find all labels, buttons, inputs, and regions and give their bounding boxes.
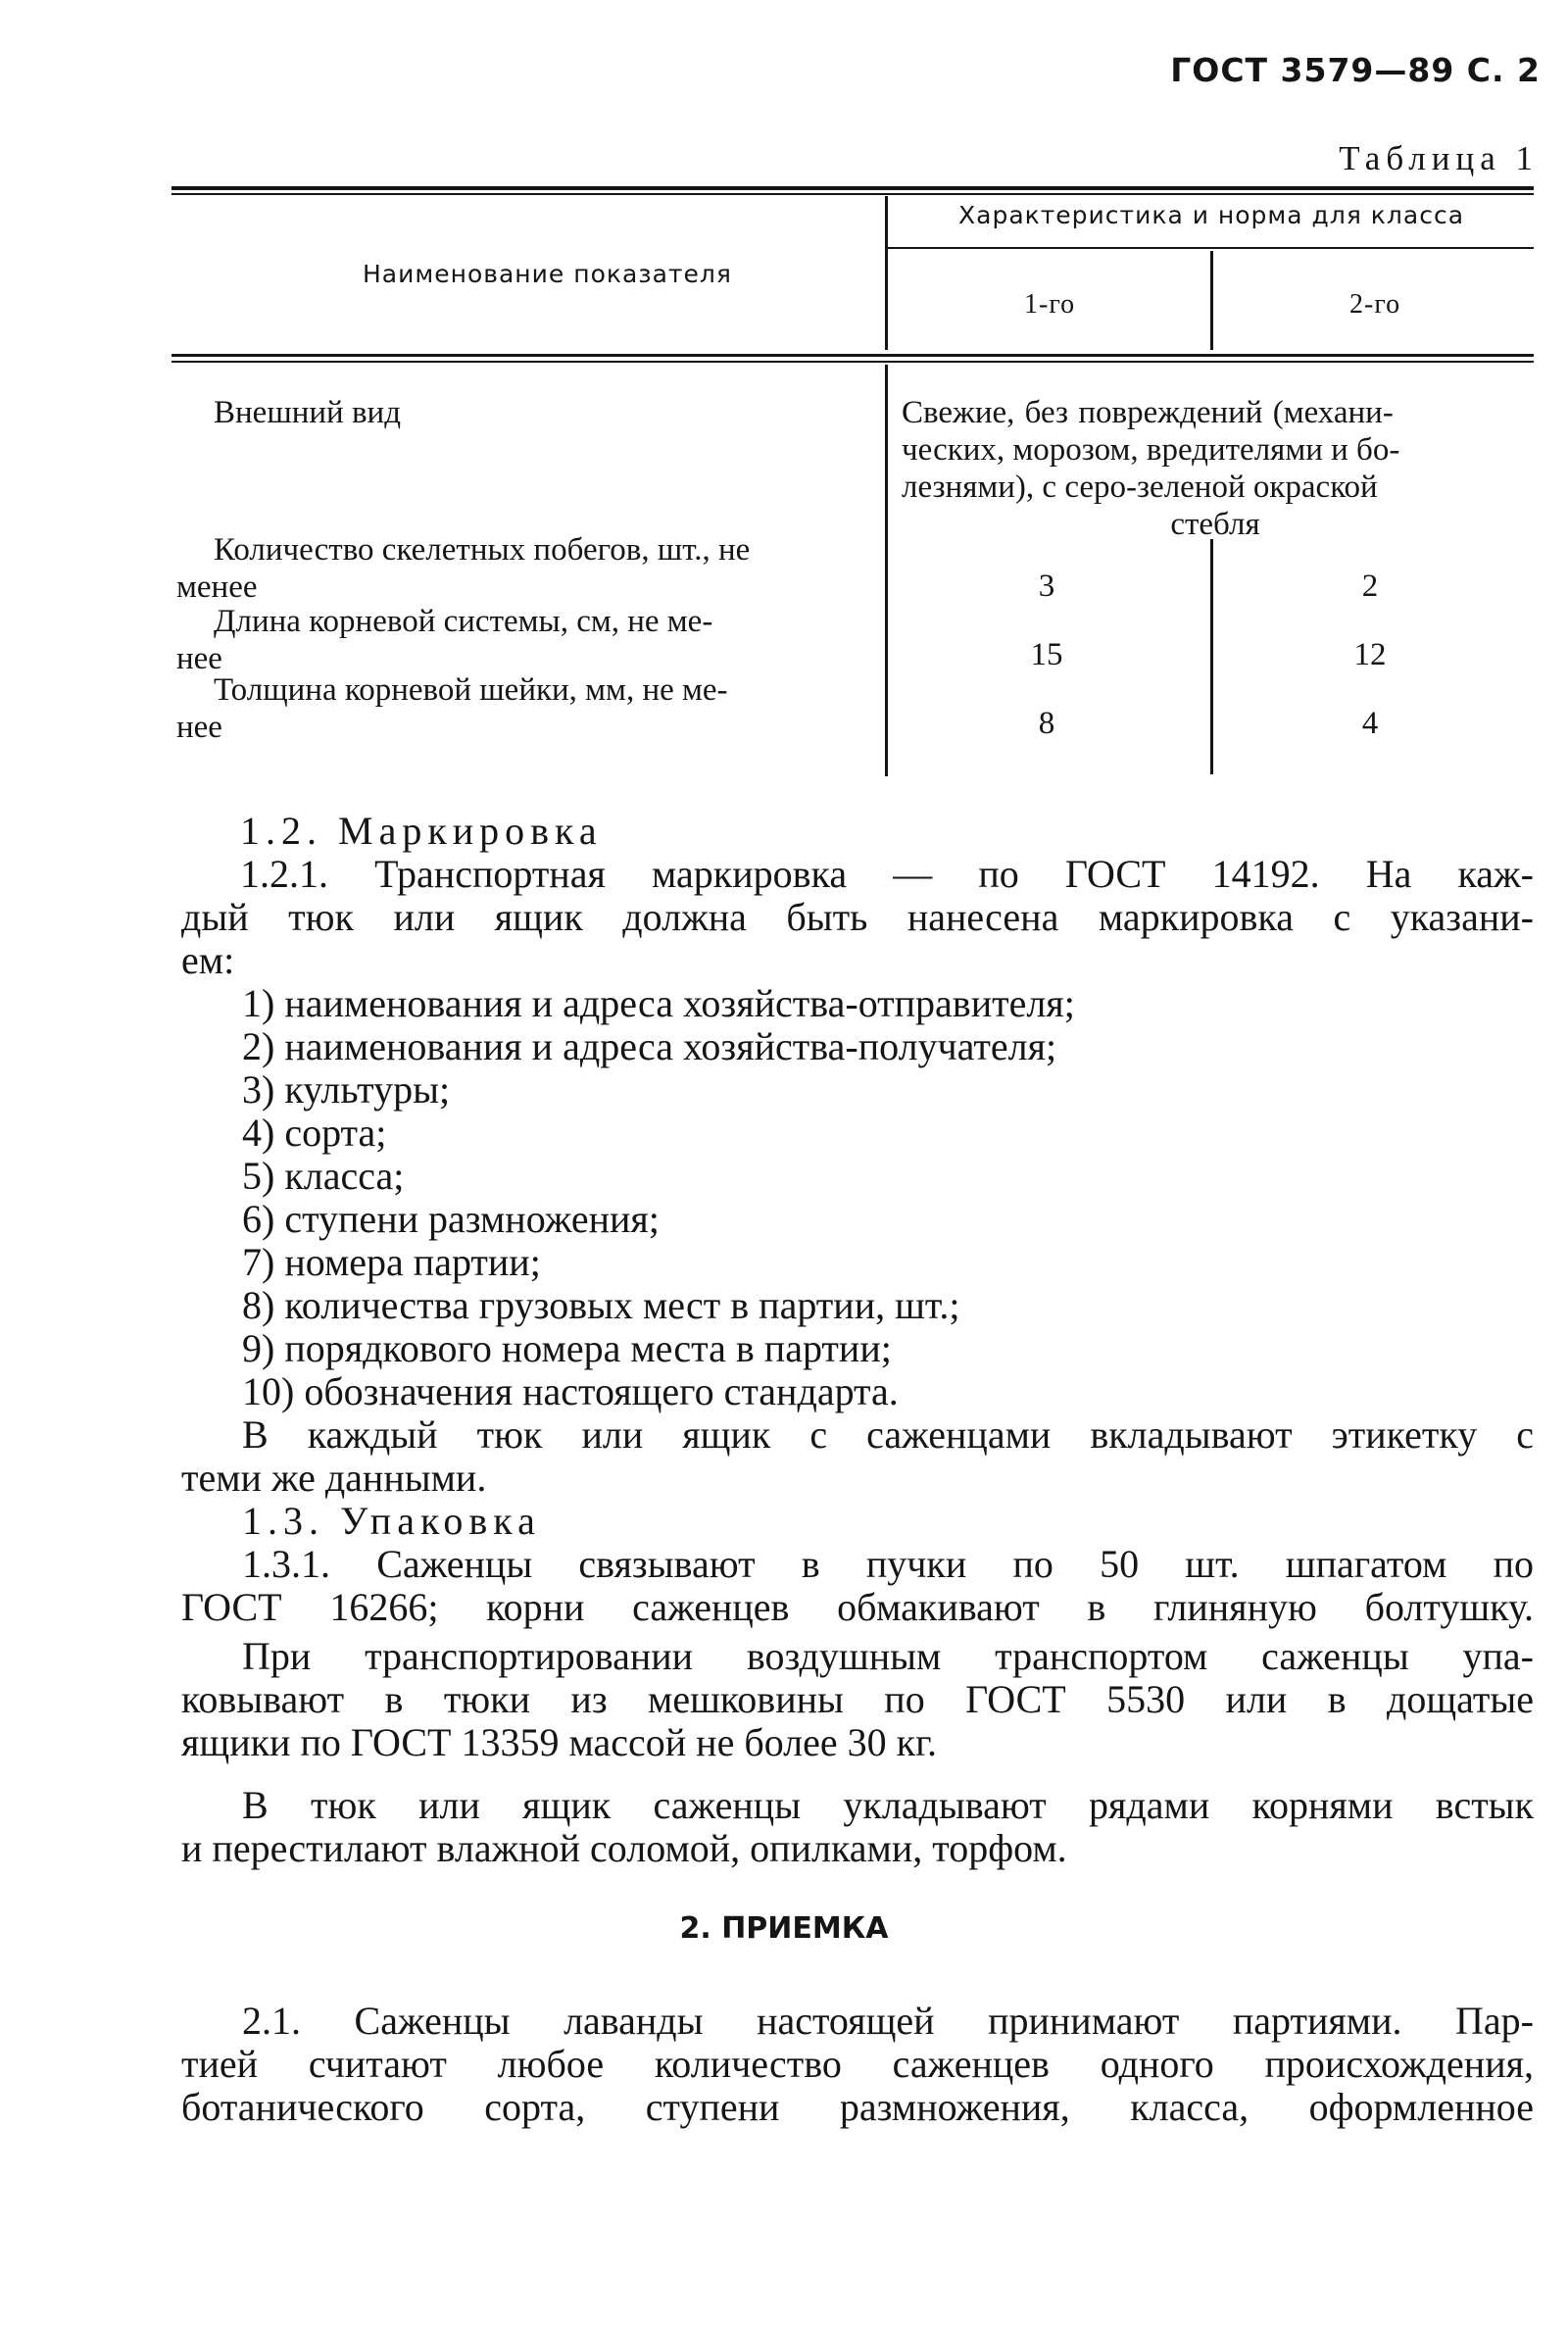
header-class-1: 1-го [1024, 289, 1076, 320]
header-class-group: Характеристика и норма для класса [958, 201, 1465, 229]
row-shoots-name [176, 531, 751, 606]
row-root-length-name [176, 603, 713, 677]
section-1-2-1-line: дый тюк или ящик должна быть нанесена маркировка с указани- [181, 895, 1534, 939]
label-paragraph-line: В каждый тюк или ящик с саженцами вкладывают этикетку с [242, 1412, 1534, 1457]
row-appearance-value [902, 394, 1529, 543]
air-transport-line: При транспортировании воздушным транспортом саженцы упа- [242, 1634, 1534, 1678]
list-item: 6) ступени размножения; [242, 1197, 660, 1241]
row-appearance-value-line: лезнями), с серо-зеленой окраской [902, 470, 1378, 505]
header-bottom-rule [172, 354, 1534, 357]
row-shoots-name-line: менее [176, 569, 258, 605]
row-root-length-class1: 15 [1030, 637, 1063, 672]
row-root-length-class2: 12 [1353, 637, 1387, 672]
section-2-1-text [181, 2000, 1534, 2129]
air-transport-line: ковывают в тюки из мешковины по ГОСТ 5530 или в дощатые [181, 1677, 1534, 1721]
row-neck-thickness-name [176, 671, 728, 746]
table-top-rule [172, 186, 1534, 190]
col-divider-class [1210, 251, 1213, 350]
section-2-1-line: ботанического сорта, ступени размножения, класса, оформленное [181, 2085, 1534, 2129]
label-paragraph-line: теми же данными. [181, 1456, 487, 1500]
section-1-2-1-line: 1.2.1. Транспортная маркировка — по ГОСТ 14192. На каж- [240, 852, 1534, 896]
list-item: 3) культуры; [242, 1067, 451, 1112]
list-item: 8) количества грузовых мест в партии, шт.; [242, 1283, 960, 1327]
section-1-2-title: 1.2. Маркировка [240, 809, 603, 853]
section-2-1-line: тией считают любое количество саженцев одного происхождения, [181, 2042, 1534, 2086]
body-text [181, 810, 1534, 1870]
page-header: ГОСТ 3579—89 С. 2 [1170, 51, 1541, 89]
col-divider-main-body [885, 365, 888, 776]
section-1-2-1-line: ем: [181, 938, 235, 982]
header-class-2: 2-го [1349, 289, 1401, 320]
packing-rows-line: В тюк или ящик саженцы укладывают рядами корнями встык [242, 1783, 1534, 1827]
row-neck-thickness-class2: 4 [1361, 706, 1379, 741]
list-item: 5) класса; [242, 1154, 405, 1198]
row-shoots-class2: 2 [1361, 569, 1379, 604]
list-item: 1) наименования и адреса хозяйства-отправителя; [242, 981, 1075, 1025]
section-2-title: 2. ПРИЕМКА [679, 1911, 889, 1946]
row-shoots-name-line: Количество скелетных побегов, шт., не [214, 532, 751, 568]
marking-list [242, 982, 1534, 1413]
row-root-length-name-line: Длина корневой системы, см, не ме- [214, 604, 713, 639]
col-divider-main [885, 196, 888, 350]
air-transport-line: ящики по ГОСТ 13359 массой не более 30 кг. [181, 1720, 937, 1764]
list-item: 9) порядкового номера места в партии; [242, 1326, 892, 1370]
list-item: 10) обозначения настоящего стандарта. [242, 1369, 899, 1413]
row-appearance-value-line: Свежие, без повреждений (механи- [902, 395, 1394, 430]
row-appearance-value-line: стебля [1170, 507, 1260, 542]
section-1-3-1-line: 1.3.1. Саженцы связывают в пучки по 50 шт. шпагатом по [242, 1542, 1534, 1586]
list-item: 2) наименования и адреса хозяйства-получателя; [242, 1024, 1057, 1068]
list-item: 4) сорта; [242, 1111, 387, 1155]
list-item: 7) номера партии; [242, 1240, 541, 1284]
header-name-column: Наименование показателя [363, 260, 732, 288]
row-neck-thickness-class1: 8 [1038, 706, 1055, 741]
row-root-length-name-line: нее [176, 641, 222, 676]
table-top-rule-thin [172, 193, 1534, 195]
col-divider-class-body [1210, 539, 1213, 774]
table-caption: Таблица 1 [1339, 139, 1539, 177]
row-neck-thickness-name-line: нее [176, 710, 222, 745]
row-appearance-value-line: ческих, морозом, вредителями и бо- [902, 432, 1400, 468]
section-1-3-title: 1.3. Упаковка [242, 1499, 541, 1543]
section-2-1-line: 2.1. Саженцы лаванды настоящей принимают партиями. Пар- [242, 1999, 1534, 2043]
packing-rows-line: и перестилают влажной соломой, опилками, торфом. [181, 1826, 1067, 1870]
row-shoots-class1: 3 [1038, 569, 1055, 604]
section-1-3-1-line: ГОСТ 16266; корни саженцев обмакивают в глиняную болтушку. [181, 1585, 1534, 1629]
row-appearance-name: Внешний вид [214, 395, 401, 430]
group-divider [887, 247, 1534, 249]
header-bottom-rule-thin [172, 361, 1534, 363]
row-neck-thickness-name-line: Толщина корневой шейки, мм, не ме- [214, 672, 728, 708]
